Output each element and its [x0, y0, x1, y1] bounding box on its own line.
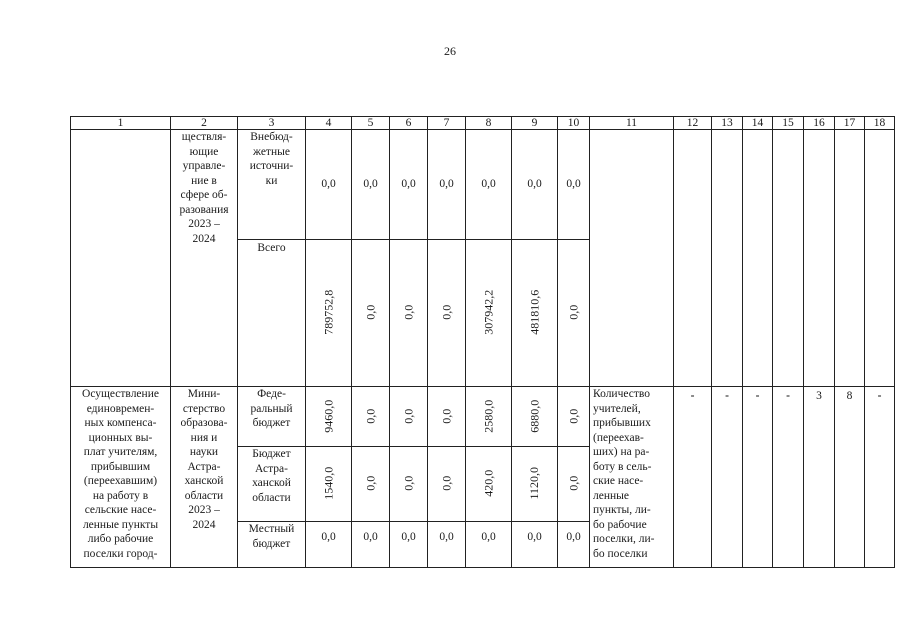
source-cell	[238, 522, 306, 568]
header-cell: 8	[466, 117, 512, 130]
text-line: ние в	[191, 174, 217, 187]
value-cell	[390, 447, 428, 522]
rotated-value: 0,0	[401, 408, 416, 424]
rotated-value: 0,0	[566, 305, 581, 320]
value-cell: 0,0	[352, 130, 390, 240]
text-line: 2024	[192, 518, 216, 531]
text-line: (переехавшим)	[83, 475, 158, 487]
value-cell: 0,0	[512, 130, 558, 240]
text-line: (переехав-	[593, 431, 644, 444]
measure-name-cell	[71, 387, 171, 568]
text-line: ленные пункты	[82, 518, 159, 531]
text-line: бо рабочие	[593, 518, 647, 531]
header-cell: 4	[306, 117, 352, 130]
text-line: прибывшим	[90, 460, 151, 473]
header-cell: 13	[712, 117, 743, 130]
rotated-value: 0,0	[363, 305, 378, 320]
header-cell: 10	[558, 117, 590, 130]
value-cell	[428, 387, 466, 447]
value-cell	[466, 387, 512, 447]
header-cell: 9	[512, 117, 558, 130]
value-cell: 0,0	[466, 522, 512, 568]
value-cell	[558, 387, 590, 447]
text-line: ральный	[250, 402, 293, 415]
header-cell: 14	[743, 117, 773, 130]
text-line: Внебюд-	[250, 131, 293, 143]
text-line: источни-	[249, 160, 294, 172]
header-cell: 5	[352, 117, 390, 130]
rotated-value: 0,0	[566, 476, 581, 491]
target-cell	[773, 130, 804, 387]
text-line: разования	[179, 203, 229, 216]
row-extra-budget	[71, 130, 895, 240]
value-cell: 0,0	[428, 130, 466, 240]
target-cell	[712, 130, 743, 387]
text-line: управле-	[182, 160, 226, 172]
target-cell	[674, 130, 712, 387]
text-line: бюджет	[252, 537, 291, 550]
text-line: Астра-	[255, 462, 288, 475]
target-cell: -	[743, 387, 773, 568]
value-cell	[512, 240, 558, 387]
text-line: сельские насе-	[84, 504, 157, 516]
rotated-value: 789752,8	[321, 290, 336, 335]
text-line: либо рабочие	[87, 533, 154, 545]
text-line: прибывших	[593, 417, 651, 429]
value-cell: 0,0	[466, 130, 512, 240]
header-cell: 16	[804, 117, 835, 130]
target-cell: -	[773, 387, 804, 568]
target-cell	[865, 130, 895, 387]
header-cell: 11	[590, 117, 674, 130]
text-line: ших) на ра-	[593, 446, 650, 458]
executor-cell	[171, 387, 238, 568]
value-cell: 0,0	[352, 522, 390, 568]
value-cell: 0,0	[306, 522, 352, 568]
rotated-value: 2580,0	[481, 399, 496, 433]
text-line: Астра-	[187, 460, 221, 473]
text-line: ханской	[184, 475, 224, 487]
text-line: ния и	[190, 431, 218, 444]
value-cell	[352, 387, 390, 447]
target-cell	[835, 130, 865, 387]
text-line: бо поселки	[593, 547, 648, 560]
source-cell	[238, 130, 306, 240]
header-cell: 1	[71, 117, 171, 130]
text-line: 2024	[192, 232, 216, 245]
text-line: ки	[265, 174, 278, 187]
value-cell	[428, 447, 466, 522]
text-line: Бюджет	[252, 448, 291, 460]
header-cell: 7	[428, 117, 466, 130]
target-cell: 8	[835, 387, 865, 568]
rotated-value: 420,0	[481, 470, 496, 497]
value-cell: 0,0	[390, 130, 428, 240]
value-cell: 0,0	[428, 522, 466, 568]
block1-name-cell	[71, 130, 171, 387]
text-line: Количество	[593, 388, 650, 400]
source-cell	[238, 447, 306, 522]
text-line: пункты, ли-	[593, 504, 651, 516]
value-cell	[306, 447, 352, 522]
value-cell: 0,0	[306, 130, 352, 240]
rotated-value: 6880,0	[527, 399, 542, 433]
target-cell: -	[865, 387, 895, 568]
rotated-value: 1540,0	[321, 467, 336, 500]
value-cell	[466, 447, 512, 522]
value-cell	[512, 387, 558, 447]
value-cell: 0,0	[390, 522, 428, 568]
target-cell	[804, 130, 835, 387]
rotated-value: 481810,6	[527, 290, 542, 335]
text-line: сфере об-	[180, 189, 228, 201]
value-cell	[352, 447, 390, 522]
text-line: поселки, ли-	[593, 533, 655, 545]
text-line: 2023 –	[188, 218, 220, 230]
text-line: науки	[189, 446, 219, 458]
source-cell: Всего	[238, 240, 306, 387]
block1-executor-cell	[171, 130, 238, 387]
text-line: на работу в	[92, 489, 149, 502]
rotated-value: 0,0	[401, 476, 416, 491]
value-cell	[512, 447, 558, 522]
rotated-value: 9460,0	[321, 399, 336, 433]
header-cell: 17	[835, 117, 865, 130]
text-line: Осуществление	[82, 388, 159, 400]
text-line: поселки город-	[83, 547, 158, 560]
text-line: плат учителям,	[83, 446, 158, 458]
text-line: бюджет	[252, 417, 291, 429]
text-line: Местный	[248, 523, 295, 535]
rotated-value: 0,0	[363, 476, 378, 491]
target-cell: -	[674, 387, 712, 568]
rotated-value: 0,0	[439, 476, 454, 491]
value-cell	[428, 240, 466, 387]
value-cell: 0,0	[558, 130, 590, 240]
budget-table	[70, 116, 895, 568]
header-cell: 12	[674, 117, 712, 130]
indicator-cell	[590, 387, 674, 568]
rotated-value: 0,0	[439, 305, 454, 320]
header-cell: 15	[773, 117, 804, 130]
text-line: Мини-	[187, 388, 221, 400]
value-cell	[306, 240, 352, 387]
value-cell	[390, 387, 428, 447]
text-line: Феде-	[257, 388, 286, 400]
target-cell	[743, 130, 773, 387]
indicator-cell	[590, 130, 674, 387]
row-federal-budget	[71, 387, 895, 447]
header-row	[71, 117, 895, 130]
value-cell	[558, 447, 590, 522]
text-line: области	[252, 491, 291, 504]
value-cell	[466, 240, 512, 387]
text-line: единовремен-	[86, 402, 155, 415]
rotated-value: 0,0	[363, 408, 378, 424]
text-line: образова-	[180, 417, 228, 429]
rotated-value: 0,0	[439, 408, 454, 424]
source-cell	[238, 387, 306, 447]
text-line: ных компенса-	[84, 417, 157, 429]
target-cell: -	[712, 387, 743, 568]
page-number: 26	[444, 44, 456, 58]
value-cell: 0,0	[558, 522, 590, 568]
header-cell: 2	[171, 117, 238, 130]
value-cell: 0,0	[512, 522, 558, 568]
text-line: жетные	[253, 145, 290, 158]
text-line: стерство	[182, 402, 226, 415]
text-line: боту в сель-	[593, 460, 652, 473]
text-line: ществля-	[181, 131, 227, 143]
header-cell: 18	[865, 117, 895, 130]
text-line: ющие	[189, 145, 219, 158]
rotated-value: 0,0	[401, 305, 416, 320]
text-line: 2023 –	[188, 504, 220, 516]
value-cell	[558, 240, 590, 387]
text-line: области	[184, 489, 224, 502]
value-cell	[390, 240, 428, 387]
header-cell: 6	[390, 117, 428, 130]
text-line: ционных вы-	[88, 431, 153, 444]
rotated-value: 0,0	[566, 408, 581, 424]
text-line: ские насе-	[593, 475, 644, 487]
header-cell: 3	[238, 117, 306, 130]
value-cell	[306, 387, 352, 447]
text-line: ханской	[252, 477, 291, 489]
text-line: учителей,	[593, 402, 641, 415]
text-line: ленные	[593, 489, 629, 502]
rotated-value: 1120,0	[527, 467, 542, 500]
rotated-value: 307942,2	[481, 290, 496, 335]
value-cell	[352, 240, 390, 387]
target-cell: 3	[804, 387, 835, 568]
